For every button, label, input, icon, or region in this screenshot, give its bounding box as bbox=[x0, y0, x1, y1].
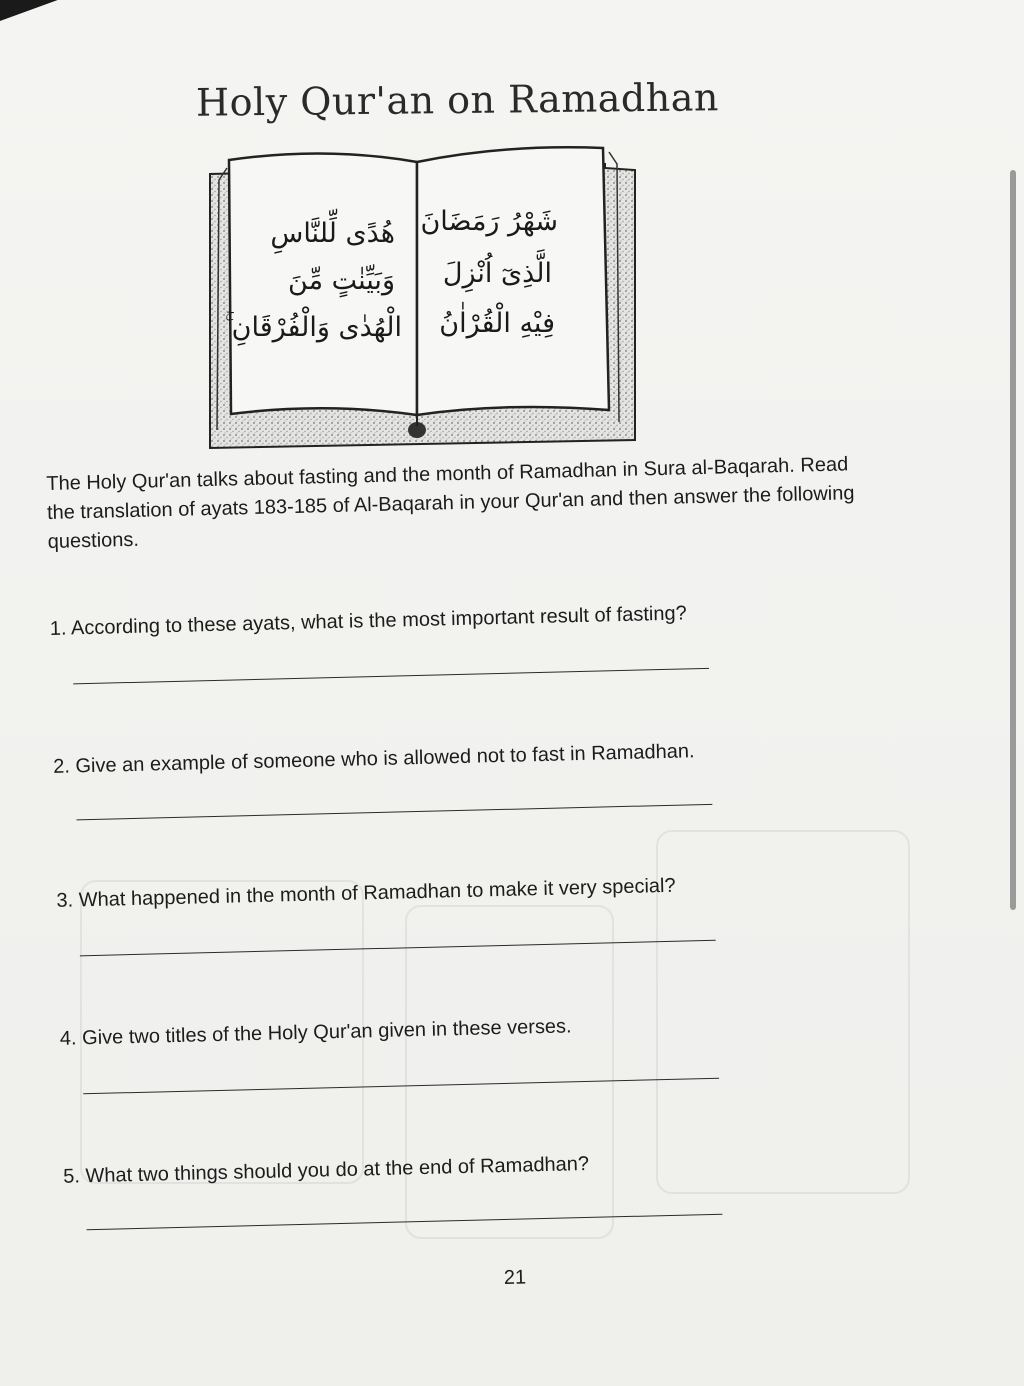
question-1: 1. According to these ayats, what is the most important result of fasting? bbox=[49, 602, 687, 640]
bleed-through-frame bbox=[405, 905, 614, 1239]
question-5: 5. What two things should you do at the end of Ramadhan? bbox=[63, 1152, 590, 1188]
arabic-verse-line: وَبَيِّنٰتٍ مِّنَ bbox=[288, 265, 395, 296]
question-4: 4. Give two titles of the Holy Qur'an given in these verses. bbox=[59, 1015, 572, 1050]
arabic-verse-line: الَّذِىٓ اُنْزِلَ bbox=[442, 258, 552, 289]
book-drawing bbox=[205, 140, 640, 455]
page-number: 21 bbox=[503, 1266, 527, 1290]
arabic-verse-line: هُدًى لِّلنَّاسِ bbox=[270, 218, 395, 249]
scrollbar[interactable] bbox=[1010, 170, 1016, 910]
page-title: Holy Qur'an on Ramadhan bbox=[195, 75, 720, 125]
answer-line-2[interactable] bbox=[77, 804, 713, 821]
arabic-verse-line: فِيْهِ الْقُرْاٰنُ bbox=[439, 308, 555, 339]
intro-paragraph: The Holy Qur'an talks about fasting and the month of Ramadhan in Sura al-Baqarah. Read the translation of ayats 183-185 of Al-Baqarah in your Qur'an and then answer the following questions. bbox=[46, 453, 855, 553]
page-corner-shadow bbox=[0, 0, 60, 30]
answer-line-1[interactable] bbox=[73, 668, 709, 685]
open-book-illustration bbox=[205, 140, 640, 455]
question-2: 2. Give an example of someone who is allowed not to fast in Ramadhan. bbox=[52, 740, 695, 778]
arabic-verse-line: شَهْرُ رَمَضَانَ bbox=[420, 206, 558, 237]
bleed-through-frame bbox=[656, 830, 910, 1194]
question-3: 3. What happened in the month of Ramadhan to make it very special? bbox=[56, 874, 676, 912]
worksheet-body bbox=[46, 450, 868, 1290]
arabic-verse-line: الْهُدٰى وَالْفُرْقَانِ ۚ bbox=[224, 312, 402, 343]
